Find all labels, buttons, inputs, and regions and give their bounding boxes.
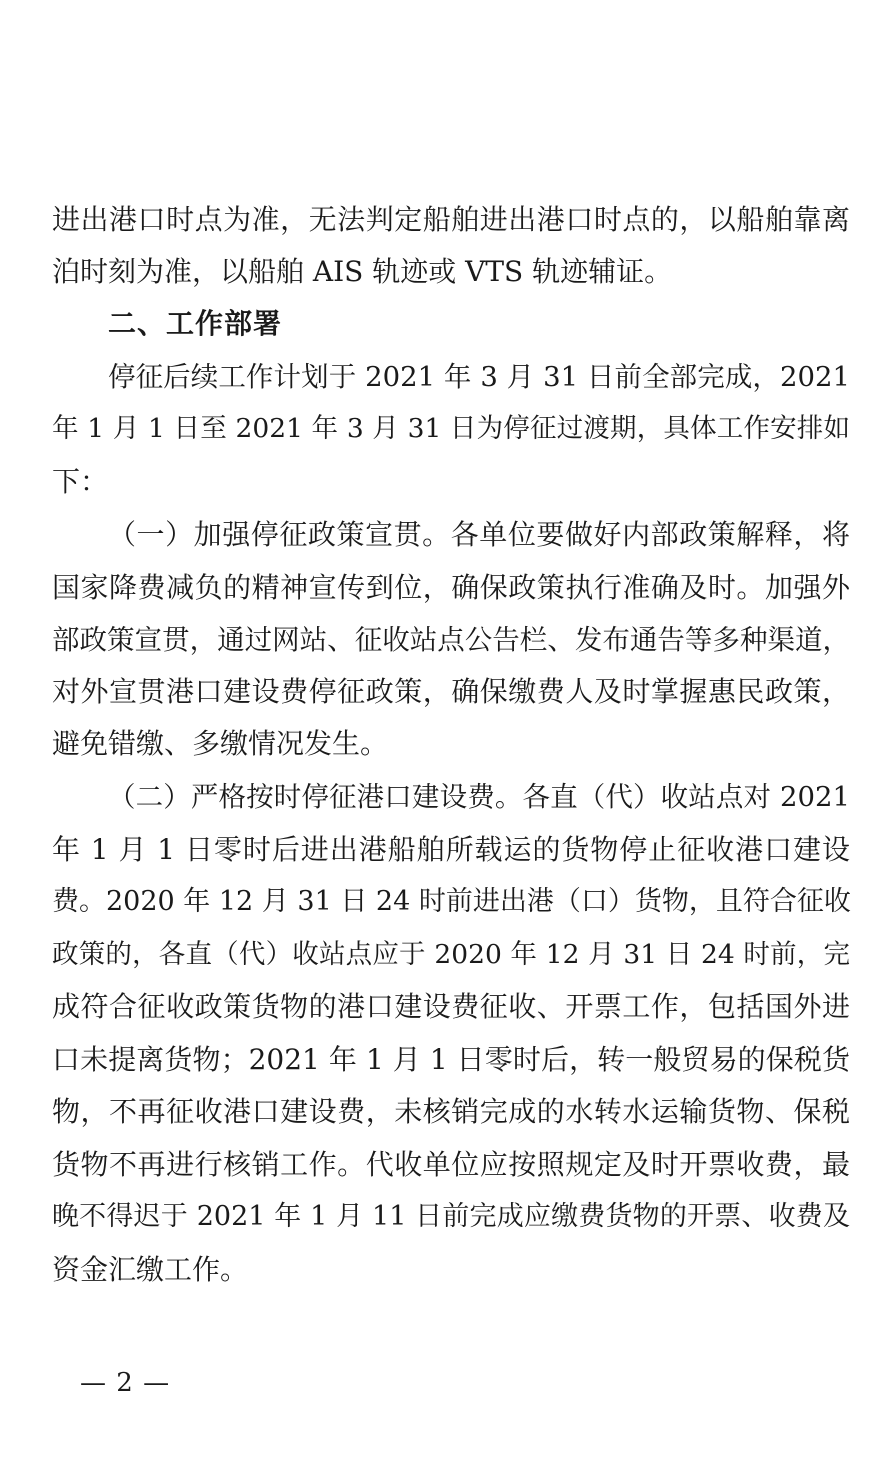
text-line: 年 1 月 1 日至 2021 年 3 月 31 日为停征过渡期，具体工作安排如: [52, 413, 850, 444]
text-line: 费。2020 年 12 月 31 日 24 时前进出港（口）货物，且符合征收: [52, 886, 851, 917]
text-line: （一）加强停征政策宣贯。各单位要做好内部政策解释，将: [108, 518, 850, 551]
text-line: 资金汇缴工作。: [52, 1253, 249, 1286]
text-line: 口未提离货物；2021 年 1 月 1 日零时后，转一般贸易的保税货: [52, 1043, 850, 1076]
text-line: 年 1 月 1 日零时后进出港船舶所载运的货物停止征收港口建设: [52, 833, 850, 866]
text-line: 停征后续工作计划于 2021 年 3 月 31 日前全部完成，2021: [108, 361, 850, 393]
text-line: 货物不再进行核销工作。代收单位应按照规定及时开票收费，最: [52, 1148, 850, 1181]
text-line: 避免错缴、多缴情况发生。: [52, 727, 389, 760]
text-line: 进出港口时点为准，无法判定船舶进出港口时点的，以船舶靠离: [52, 203, 850, 236]
section-heading: 二、工作部署: [108, 307, 283, 340]
text-line: 国家降费减负的精神宣传到位，确保政策执行准确及时。加强外: [52, 571, 850, 604]
text-line: （二）严格按时停征港口建设费。各直（代）收站点对 2021: [108, 781, 850, 813]
text-line: 泊时刻为准，以船舶 AIS 轨迹或 VTS 轨迹辅证。: [52, 255, 673, 288]
text-line: 晚不得迟于 2021 年 1 月 11 日前完成应缴费货物的开票、收费及: [52, 1201, 850, 1232]
text-line: 下：: [52, 465, 109, 498]
text-line: 物，不再征收港口建设费，未核销完成的水转水运输货物、保税: [52, 1095, 850, 1128]
text-line: 对外宣贯港口建设费停征政策，确保缴费人及时掌握惠民政策，: [52, 675, 850, 708]
page-number: — 2 —: [80, 1368, 171, 1398]
text-line: 成符合征收政策货物的港口建设费征收、开票工作，包括国外进: [52, 990, 850, 1023]
text-line: 部政策宣贯，通过网站、征收站点公告栏、发布通告等多种渠道，: [52, 624, 850, 656]
text-line: 政策的，各直（代）收站点应于 2020 年 12 月 31 日 24 时前，完: [52, 939, 850, 970]
